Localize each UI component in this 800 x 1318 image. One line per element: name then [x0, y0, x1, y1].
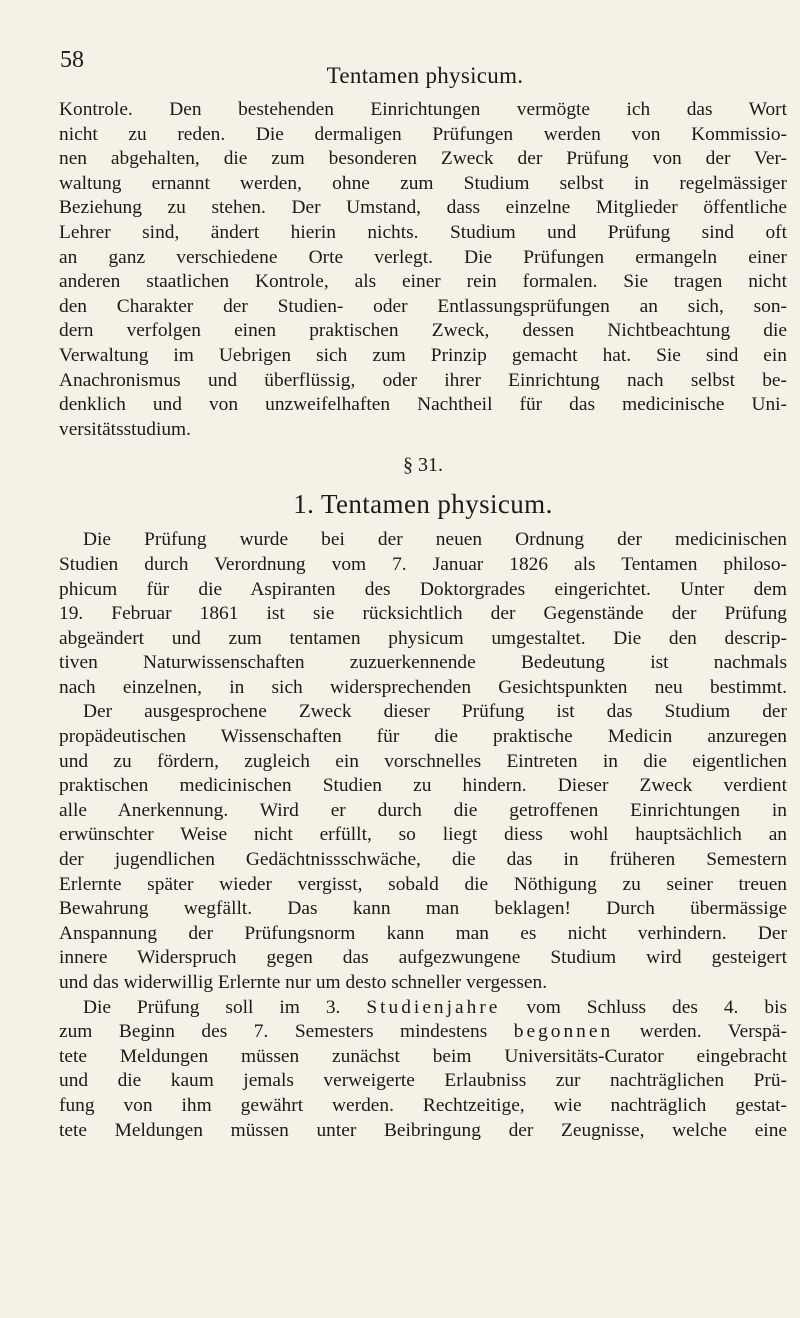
running-head: Tentamen physicum.: [326, 63, 524, 88]
text-line: nach einzelnen, in sich widersprechenden Gesichtspunkten neu bestimmt.: [59, 676, 787, 698]
section-title: 1. Tentamen physicum.: [293, 489, 553, 520]
text-line: Der ausgesprochene Zweck dieser Prüfung ist das Studium der: [83, 701, 787, 723]
text-line: Beziehung zu stehen. Der Umstand, dass einzelne Mitglieder öffentliche: [59, 197, 787, 219]
paragraph-1: [59, 98, 787, 442]
text-line: an ganz verschiedene Orte verlegt. Die Prüfungen ermangeln einer: [59, 246, 787, 268]
text-line: denklich und von unzweifelhaften Nachtheil für das medicinische Uni-: [59, 394, 787, 416]
text-line: der jugendlichen Gedächtnissschwäche, die das in früheren Semestern: [59, 849, 787, 871]
text-line: und zu fördern, zugleich ein vorschnelles Eintreten in die eigentlichen: [59, 750, 787, 772]
text-fragment: zum Beginn des 7. Semesters mindestens: [59, 1021, 514, 1043]
section-number: § 31.: [403, 454, 443, 477]
page-header: [60, 46, 790, 86]
text-line: tete Meldungen müssen unter Beibringung der Zeugnisse, welche eine: [59, 1119, 787, 1141]
text-line: tiven Naturwissenschaften zuzuerkennende Bedeutung ist nachmals: [59, 652, 787, 674]
text-line: dern verfolgen einen praktischen Zweck, dessen Nichtbeachtung die: [59, 320, 787, 342]
text-line: nicht zu reden. Die dermaligen Prüfungen werden von Kommissio-: [59, 123, 787, 145]
text-line: praktischen medicinischen Studien zu hindern. Dieser Zweck verdient: [59, 775, 787, 797]
page-number: 58: [60, 47, 84, 73]
paragraph-2: [59, 528, 787, 995]
text-line: nen abgehalten, die zum besonderen Zweck der Prüfung von der Ver-: [59, 148, 787, 170]
text-line: Die Prüfung wurde bei der neuen Ordnung der medicinischen: [83, 529, 787, 551]
text-line: [59, 1020, 787, 1045]
text-line: und die kaum jemals verweigerte Erlaubniss zur nachträglichen Prü-: [59, 1070, 787, 1092]
text-line: alle Anerkennung. Wird er durch die getroffenen Einrichtungen in: [59, 799, 787, 821]
text-line: Bewahrung wegfällt. Das kann man beklagen! Durch übermässige: [59, 898, 787, 920]
text-line: Lehrer sind, ändert hierin nichts. Studium und Prüfung sind oft: [59, 221, 787, 243]
text-line: Kontrole. Den bestehenden Einrichtungen vermögte ich das Wort: [59, 99, 787, 120]
text-line: phicum für die Aspiranten des Doktorgrades eingerichtet. Unter dem: [59, 578, 787, 600]
text-line: versitätsstudium.: [59, 418, 191, 440]
text-line: propädeutischen Wissenschaften für die praktische Medicin anzuregen: [59, 726, 787, 748]
text-line: fung von ihm gewährt werden. Rechtzeitige, wie nachträglich gestat-: [59, 1094, 787, 1116]
text-line: Anspannung der Prüfungsnorm kann man es nicht verhindern. Der: [59, 922, 787, 944]
text-line: Erlernte später wieder vergisst, sobald die Nöthigung zu seiner treuen: [59, 873, 787, 895]
text-fragment: Die Prüfung soll im 3.: [83, 996, 367, 1018]
text-line: den Charakter der Studien- oder Entlassungsprüfungen an sich, son-: [59, 295, 787, 317]
text-fragment: vom Schluss des 4. bis: [500, 996, 787, 1018]
text-line: erwünschter Weise nicht erfüllt, so liegt diess wohl hauptsächlich an: [59, 824, 787, 846]
paragraph-3: [59, 996, 787, 1144]
text-line: waltung ernannt werden, ohne zum Studium selbst in regelmässiger: [59, 172, 787, 194]
emphasized-text: Studienjahre: [366, 996, 501, 1018]
text-line: Anachronismus und überflüssig, oder ihrer Einrichtung nach selbst be-: [59, 369, 787, 391]
emphasized-text: begonnen: [513, 1021, 614, 1043]
text-line: [59, 996, 787, 1021]
text-line: Studien durch Verordnung vom 7. Januar 1826 als Tentamen philoso-: [59, 553, 787, 575]
body-text: [59, 98, 787, 1143]
text-line: und das widerwillig Erlernte nur um desto schneller vergessen.: [59, 972, 548, 993]
text-line: tete Meldungen müssen zunächst beim Universitäts-Curator eingebracht: [59, 1045, 787, 1067]
text-line: Verwaltung im Uebrigen sich zum Prinzip gemacht hat. Sie sind ein: [59, 344, 787, 366]
text-line: 19. Februar 1861 ist sie rücksichtlich der Gegenstände der Prüfung: [59, 603, 787, 625]
text-line: innere Widerspruch gegen das aufgezwungene Studium wird gesteigert: [59, 947, 787, 969]
text-line: anderen staatlichen Kontrole, als einer rein formalen. Sie tragen nicht: [59, 271, 787, 293]
text-line: abgeändert und zum tentamen physicum umgestaltet. Die den descrip-: [59, 627, 787, 649]
text-fragment: werden. Verspä-: [613, 1021, 787, 1043]
